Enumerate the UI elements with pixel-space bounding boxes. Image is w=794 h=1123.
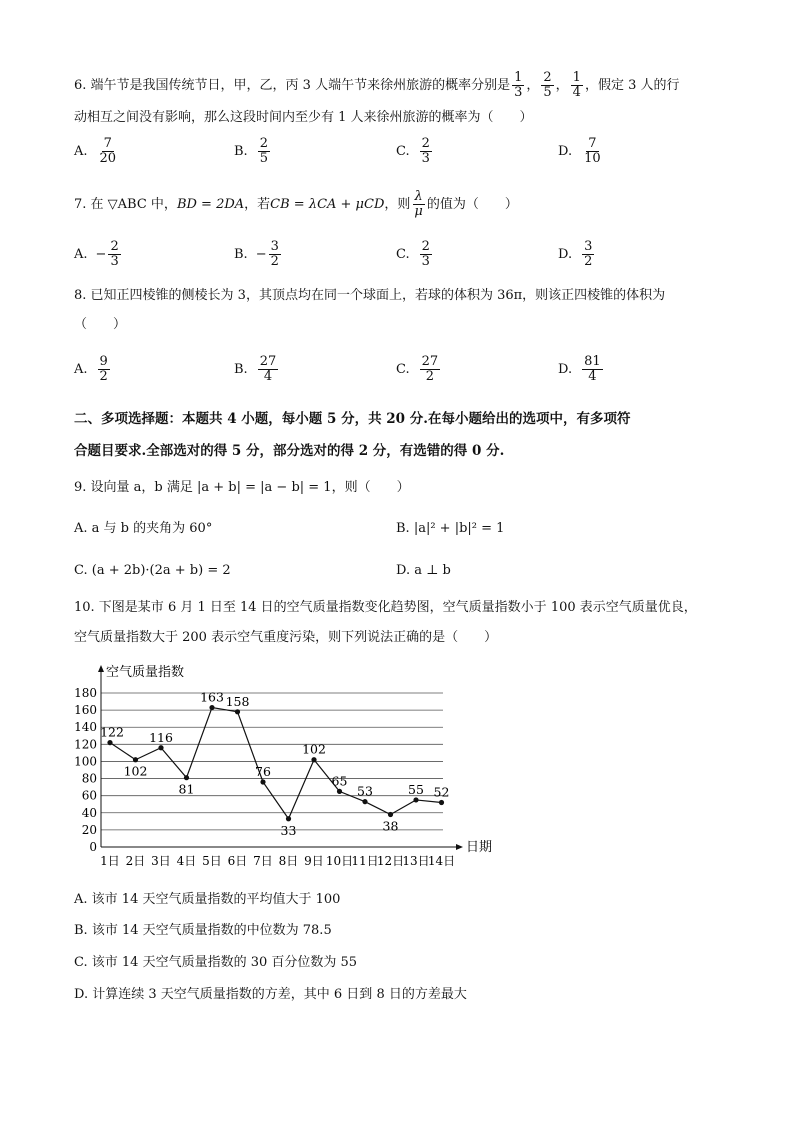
data-point [362, 799, 367, 804]
data-label: 122 [100, 724, 124, 740]
data-point [337, 789, 342, 794]
q7-option-a[interactable]: A. − $\frac{2}{3}$ [74, 239, 119, 269]
x-tick-labels [100, 854, 455, 868]
x-tick-label: 11日 [351, 854, 379, 868]
data-label: 65 [331, 773, 348, 789]
q7-option-b[interactable]: B. − $\frac{3}{2}$ [234, 239, 279, 269]
data-point [209, 705, 214, 710]
q6-line2: 动相互之间没有影响，那么这段时间内至少有 1 人来徐州旅游的概率为（ ） [74, 110, 533, 125]
q6-stem-tail: ，假定 3 人的行 [584, 77, 680, 93]
q7-option-c[interactable]: C. $\frac{2}{3}$ [396, 239, 430, 269]
y-tick-label: 120 [74, 737, 97, 752]
data-label: 163 [200, 689, 224, 705]
q7-stem: 7. 在 ▽ABC 中， BD = 2DA ，若 CB = λCA + μCD ，则 $\frac{\lambda}{\mu}$ 的值为（ ） [74, 189, 518, 219]
q9-option-d[interactable]: D. a ⊥ b [396, 563, 451, 578]
y-tick-label: 40 [81, 805, 97, 820]
q7-vector-eq1: BD = 2DA [176, 196, 245, 212]
chart-gridlines [101, 693, 443, 830]
data-point [286, 816, 291, 821]
q10-option-d[interactable]: D. 计算连续 3 天空气质量指数的方差，其中 6 日到 8 日的方差最大 [74, 987, 467, 1002]
q10-option-a[interactable]: A. 该市 14 天空气质量指数的平均值大于 100 [74, 892, 341, 907]
data-point [311, 757, 316, 762]
x-tick-label: 10日 [325, 854, 354, 868]
q6-prob-3: $\frac{1}{4}$ [572, 70, 581, 100]
x-tick-label: 9日 [304, 854, 324, 868]
data-label: 52 [433, 784, 450, 800]
data-label: 116 [149, 729, 173, 745]
q10-line2: 空气质量指数大于 200 表示空气重度污染，则下列说法正确的是（ ） [74, 630, 498, 645]
x-tick-label: 4日 [176, 854, 197, 868]
x-tick-label: 2日 [125, 854, 146, 868]
y-tick-label: 20 [81, 822, 97, 837]
series-line [110, 708, 442, 819]
y-tick-label: 80 [81, 771, 97, 786]
data-point [158, 745, 163, 750]
air-quality-line-chart [70, 660, 510, 875]
y-axis-title: 空气质量指数 [106, 665, 185, 680]
q8-option-c[interactable]: C. $\frac{27}{2}$ [396, 354, 439, 384]
q6-option-b[interactable]: B. $\frac{2}{5}$ [234, 136, 268, 166]
q9-option-c[interactable]: C. (a + 2b)·(2a + b) = 2 [74, 563, 231, 578]
y-tick-labels [74, 686, 97, 854]
data-labels [100, 690, 449, 838]
q8-line2: （ ） [74, 317, 127, 332]
section2-heading-line1: 二、多项选择题：本题共 4 小题，每小题 5 分，共 20 分.在每小题给出的选项中，有多项符 [74, 411, 631, 427]
x-tick-label: 14日 [427, 854, 456, 868]
y-tick-label: 160 [74, 703, 97, 718]
q6-stem-text: 6. 端午节是我国传统节日，甲，乙，丙 3 人端午节来徐州旅游的概率分别是 [74, 77, 511, 93]
q7-option-d[interactable]: D. $\frac{3}{2}$ [558, 239, 593, 269]
q6-option-a[interactable]: A. $\frac{7}{20}$ [74, 136, 117, 166]
q6-option-d[interactable]: D. $\frac{7}{10}$ [558, 136, 601, 166]
data-label: 76 [255, 763, 271, 779]
data-point [413, 797, 418, 802]
x-tick-label: 12日 [376, 854, 405, 868]
x-axis-title: 日期 [466, 840, 493, 855]
q9-option-b[interactable]: B. |a|² + |b|² = 1 [396, 521, 505, 536]
x-tick-label: 5日 [202, 854, 222, 868]
data-point [235, 709, 240, 714]
data-label: 33 [280, 822, 297, 838]
q6-line1: 6. 端午节是我国传统节日，甲，乙，丙 3 人端午节来徐州旅游的概率分别是 $\frac{1}{3}$ ， $\frac{2}{5}$ ， $\frac{1}{4}$ ，假定 3 人的行 [74, 70, 680, 100]
data-label: 102 [302, 741, 326, 757]
data-label: 55 [408, 781, 424, 797]
x-tick-label: 3日 [151, 854, 171, 868]
data-point [388, 812, 393, 817]
y-tick-label: 0 [89, 840, 97, 854]
y-tick-label: 140 [74, 720, 97, 735]
data-label: 53 [357, 783, 373, 799]
data-label: 81 [178, 781, 195, 797]
q8-line1: 8. 已知正四棱锥的侧棱长为 3，其顶点均在同一个球面上，若球的体积为 36π，则该正四棱锥的体积为 [74, 288, 666, 303]
data-label: 158 [225, 693, 250, 709]
y-tick-label: 100 [74, 754, 97, 769]
q7-ratio: $\frac{\lambda}{\mu}$ [414, 189, 423, 219]
data-label: 38 [382, 818, 399, 834]
q10-option-b[interactable]: B. 该市 14 天空气质量指数的中位数为 78.5 [74, 923, 332, 938]
data-points [107, 705, 444, 821]
q7-vector-eq2: CB = λCA + μCD [270, 196, 385, 212]
q8-option-b[interactable]: B. $\frac{27}{4}$ [234, 354, 277, 384]
q6-prob-1: $\frac{1}{3}$ [514, 70, 523, 100]
q6-prob-2: $\frac{2}{5}$ [543, 70, 552, 100]
x-tick-label: 8日 [278, 854, 299, 868]
q10-option-c[interactable]: C. 该市 14 天空气质量指数的 30 百分位数为 55 [74, 955, 358, 970]
q9-option-a[interactable]: A. a 与 b 的夹角为 60° [74, 521, 213, 536]
x-tick-label: 1日 [100, 854, 120, 868]
x-tick-label: 13日 [402, 854, 430, 868]
data-point [439, 800, 444, 805]
x-tick-label: 7日 [253, 854, 273, 868]
data-point [260, 779, 265, 784]
q10-line1: 10. 下图是某市 6 月 1 日至 14 日的空气质量指数变化趋势图，空气质量指数小于 100 表示空气质量优良， [74, 600, 697, 615]
y-tick-label: 60 [81, 788, 97, 803]
x-tick-label: 6日 [227, 854, 248, 868]
data-point [107, 740, 112, 745]
q6-option-c[interactable]: C. $\frac{2}{3}$ [396, 136, 430, 166]
y-tick-label: 180 [74, 686, 97, 700]
q8-option-a[interactable]: A. $\frac{9}{2}$ [74, 354, 108, 384]
q9-stem: 9. 设向量 a，b 满足 |a + b| = |a − b| = 1，则（ ） [74, 480, 410, 495]
data-point [133, 757, 138, 762]
data-point [184, 775, 189, 780]
section2-heading-line2: 合题目要求.全部选对的得 5 分，部分选对的得 2 分，有选错的得 0 分. [74, 443, 505, 459]
q8-option-d[interactable]: D. $\frac{81}{4}$ [558, 354, 601, 384]
data-label: 102 [123, 763, 148, 779]
